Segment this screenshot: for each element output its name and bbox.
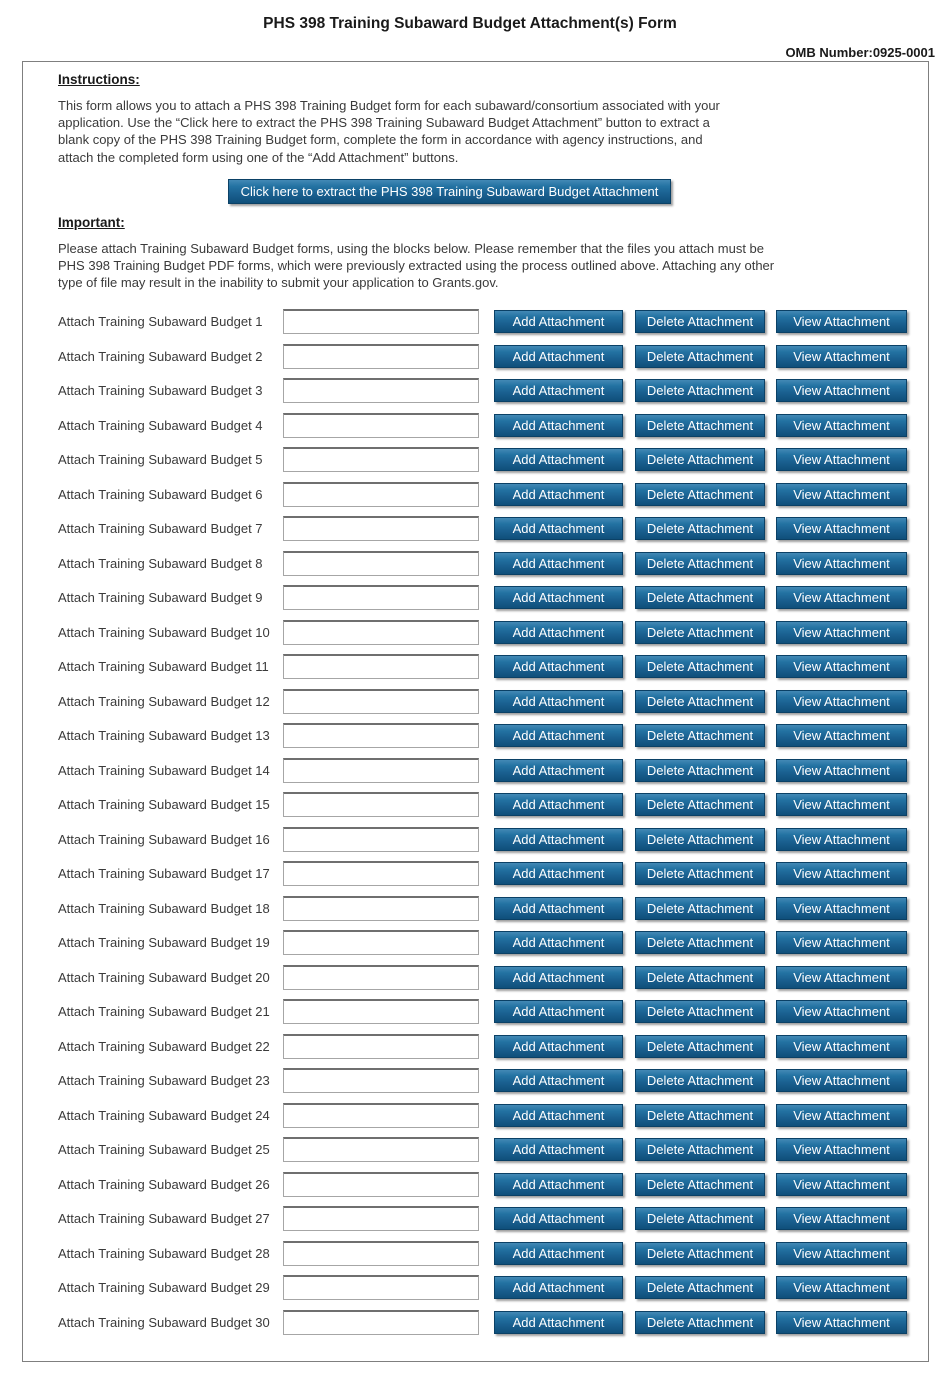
attachment-filename-input[interactable]: [283, 309, 479, 334]
attachment-filename-input[interactable]: [283, 896, 479, 921]
delete-attachment-button[interactable]: Delete Attachment: [635, 483, 765, 506]
attachment-row-label: Attach Training Subaward Budget 11: [58, 659, 269, 675]
delete-attachment-button[interactable]: Delete Attachment: [635, 690, 765, 713]
attachment-row: [58, 378, 928, 413]
delete-attachment-button[interactable]: Delete Attachment: [635, 1311, 765, 1334]
attachment-row: [58, 1103, 928, 1138]
view-attachment-button[interactable]: View Attachment: [776, 862, 907, 885]
attachment-filename-input[interactable]: [283, 344, 479, 369]
delete-attachment-button[interactable]: Delete Attachment: [635, 379, 765, 402]
attachment-row: [58, 309, 928, 344]
view-attachment-button[interactable]: View Attachment: [776, 1138, 907, 1161]
attachment-row-label: Attach Training Subaward Budget 23: [58, 1073, 270, 1089]
attachment-row-label: Attach Training Subaward Budget 27: [58, 1211, 270, 1227]
delete-attachment-button[interactable]: Delete Attachment: [635, 1242, 765, 1265]
attachment-row-label: Attach Training Subaward Budget 21: [58, 1004, 270, 1020]
important-heading: Important:: [58, 214, 125, 230]
attachment-row: [58, 1206, 928, 1241]
delete-attachment-button[interactable]: Delete Attachment: [635, 586, 765, 609]
attachment-row-label: Attach Training Subaward Budget 18: [58, 900, 270, 916]
attachment-filename-input[interactable]: [283, 1068, 479, 1093]
add-attachment-button[interactable]: Add Attachment: [494, 621, 623, 644]
delete-attachment-button[interactable]: Delete Attachment: [635, 1173, 765, 1196]
add-attachment-button[interactable]: Add Attachment: [494, 1000, 623, 1023]
add-attachment-button[interactable]: Add Attachment: [494, 1207, 623, 1230]
attachment-row-label: Attach Training Subaward Budget 17: [58, 866, 270, 882]
omb-number: OMB Number:0925-0001: [785, 45, 935, 60]
attachment-filename-input[interactable]: [283, 585, 479, 610]
add-attachment-button[interactable]: Add Attachment: [494, 517, 623, 540]
view-attachment-button[interactable]: View Attachment: [776, 724, 907, 747]
extract-attachment-button[interactable]: Click here to extract the PHS 398 Training Subaward Budget Attachment: [228, 179, 671, 204]
attachment-filename-input[interactable]: [283, 551, 479, 576]
attachment-filename-input[interactable]: [283, 1275, 479, 1300]
attachment-row-label: Attach Training Subaward Budget 2: [58, 348, 263, 364]
view-attachment-button[interactable]: View Attachment: [776, 1207, 907, 1230]
attachment-row: [58, 1034, 928, 1069]
delete-attachment-button[interactable]: Delete Attachment: [635, 1104, 765, 1127]
delete-attachment-button[interactable]: Delete Attachment: [635, 862, 765, 885]
attachment-row: [58, 447, 928, 482]
attachment-row: [58, 1172, 928, 1207]
attachment-row: [58, 758, 928, 793]
add-attachment-button[interactable]: Add Attachment: [494, 793, 623, 816]
attachment-row-label: Attach Training Subaward Budget 5: [58, 452, 263, 468]
attachment-filename-input[interactable]: [283, 1137, 479, 1162]
delete-attachment-button[interactable]: Delete Attachment: [635, 828, 765, 851]
add-attachment-button[interactable]: Add Attachment: [494, 828, 623, 851]
view-attachment-button[interactable]: View Attachment: [776, 655, 907, 678]
attachment-row-label: Attach Training Subaward Budget 12: [58, 693, 270, 709]
delete-attachment-button[interactable]: Delete Attachment: [635, 931, 765, 954]
attachment-row-label: Attach Training Subaward Budget 26: [58, 1176, 270, 1192]
view-attachment-button[interactable]: View Attachment: [776, 586, 907, 609]
delete-attachment-button[interactable]: Delete Attachment: [635, 1000, 765, 1023]
attachment-row-label: Attach Training Subaward Budget 24: [58, 1107, 270, 1123]
delete-attachment-button[interactable]: Delete Attachment: [635, 1035, 765, 1058]
attachment-filename-input[interactable]: [283, 516, 479, 541]
attachment-row-label: Attach Training Subaward Budget 3: [58, 383, 263, 399]
add-attachment-button[interactable]: Add Attachment: [494, 655, 623, 678]
attachment-filename-input[interactable]: [283, 482, 479, 507]
delete-attachment-button[interactable]: Delete Attachment: [635, 759, 765, 782]
view-attachment-button[interactable]: View Attachment: [776, 379, 907, 402]
attachment-row-label: Attach Training Subaward Budget 22: [58, 1038, 270, 1054]
view-attachment-button[interactable]: View Attachment: [776, 448, 907, 471]
page-title: PHS 398 Training Subaward Budget Attachment(s) Form: [263, 15, 677, 32]
attachment-row: [58, 792, 928, 827]
attachment-filename-input[interactable]: [283, 861, 479, 886]
view-attachment-button[interactable]: View Attachment: [776, 621, 907, 644]
view-attachment-button[interactable]: View Attachment: [776, 966, 907, 989]
add-attachment-button[interactable]: Add Attachment: [494, 586, 623, 609]
attachment-row: [58, 827, 928, 862]
add-attachment-button[interactable]: Add Attachment: [494, 966, 623, 989]
add-attachment-button[interactable]: Add Attachment: [494, 1104, 623, 1127]
add-attachment-button[interactable]: Add Attachment: [494, 931, 623, 954]
delete-attachment-button[interactable]: Delete Attachment: [635, 724, 765, 747]
attachment-row-label: Attach Training Subaward Budget 20: [58, 969, 270, 985]
view-attachment-button[interactable]: View Attachment: [776, 1000, 907, 1023]
attachment-filename-input[interactable]: [283, 447, 479, 472]
add-attachment-button[interactable]: Add Attachment: [494, 724, 623, 747]
instructions-text: This form allows you to attach a PHS 398 Training Budget form for each subaward/consortium associated with your application. Use the “Click here to extract the PHS 398 Training Subaward Budget Attachment” button to extract a blank copy of the PHS 398 Training Budget form, complete the form in accordance with agency instructions, and attach the completed form using one of the “Add Attachment” buttons.: [58, 98, 720, 165]
add-attachment-button[interactable]: Add Attachment: [494, 1138, 623, 1161]
attachment-row-label: Attach Training Subaward Budget 15: [58, 797, 270, 813]
delete-attachment-button[interactable]: Delete Attachment: [635, 345, 765, 368]
view-attachment-button[interactable]: View Attachment: [776, 552, 907, 575]
attachment-filename-input[interactable]: [283, 1034, 479, 1059]
add-attachment-button[interactable]: Add Attachment: [494, 483, 623, 506]
attachment-row-label: Attach Training Subaward Budget 30: [58, 1314, 270, 1330]
add-attachment-button[interactable]: Add Attachment: [494, 897, 623, 920]
view-attachment-button[interactable]: View Attachment: [776, 828, 907, 851]
attachment-row: [58, 999, 928, 1034]
add-attachment-button[interactable]: Add Attachment: [494, 1069, 623, 1092]
attachment-row: [58, 620, 928, 655]
delete-attachment-button[interactable]: Delete Attachment: [635, 621, 765, 644]
attachment-row: [58, 1241, 928, 1276]
add-attachment-button[interactable]: Add Attachment: [494, 379, 623, 402]
view-attachment-button[interactable]: View Attachment: [776, 1173, 907, 1196]
attachment-row: [58, 723, 928, 758]
attachment-filename-input[interactable]: [283, 413, 479, 438]
attachment-row: [58, 1310, 928, 1345]
view-attachment-button[interactable]: View Attachment: [776, 1035, 907, 1058]
attachment-row-label: Attach Training Subaward Budget 8: [58, 555, 263, 571]
add-attachment-button[interactable]: Add Attachment: [494, 862, 623, 885]
add-attachment-button[interactable]: Add Attachment: [494, 414, 623, 437]
attachment-filename-input[interactable]: [283, 1172, 479, 1197]
attachment-row: [58, 689, 928, 724]
view-attachment-button[interactable]: View Attachment: [776, 759, 907, 782]
attachment-row: [58, 585, 928, 620]
attachment-filename-input[interactable]: [283, 378, 479, 403]
add-attachment-button[interactable]: Add Attachment: [494, 345, 623, 368]
attachment-row-label: Attach Training Subaward Budget 13: [58, 728, 270, 744]
attachment-row-label: Attach Training Subaward Budget 28: [58, 1245, 270, 1261]
view-attachment-button[interactable]: View Attachment: [776, 931, 907, 954]
attachment-row-label: Attach Training Subaward Budget 1: [58, 314, 263, 330]
attachment-row-label: Attach Training Subaward Budget 10: [58, 624, 270, 640]
attachment-row-label: Attach Training Subaward Budget 25: [58, 1142, 270, 1158]
delete-attachment-button[interactable]: Delete Attachment: [635, 1069, 765, 1092]
attachment-row-label: Attach Training Subaward Budget 9: [58, 590, 263, 606]
add-attachment-button[interactable]: Add Attachment: [494, 1276, 623, 1299]
attachment-row-label: Attach Training Subaward Budget 16: [58, 831, 270, 847]
view-attachment-button[interactable]: View Attachment: [776, 1242, 907, 1265]
attachment-row-label: Attach Training Subaward Budget 19: [58, 935, 270, 951]
add-attachment-button[interactable]: Add Attachment: [494, 310, 623, 333]
attachment-row: [58, 861, 928, 896]
view-attachment-button[interactable]: View Attachment: [776, 1276, 907, 1299]
add-attachment-button[interactable]: Add Attachment: [494, 759, 623, 782]
attachment-row-label: Attach Training Subaward Budget 29: [58, 1280, 270, 1296]
attachment-row: [58, 516, 928, 551]
view-attachment-button[interactable]: View Attachment: [776, 1104, 907, 1127]
attachment-row: [58, 654, 928, 689]
delete-attachment-button[interactable]: Delete Attachment: [635, 966, 765, 989]
attachment-filename-input[interactable]: [283, 620, 479, 645]
attachment-row: [58, 344, 928, 379]
attachment-filename-input[interactable]: [283, 654, 479, 679]
add-attachment-button[interactable]: Add Attachment: [494, 1035, 623, 1058]
add-attachment-button[interactable]: Add Attachment: [494, 690, 623, 713]
delete-attachment-button[interactable]: Delete Attachment: [635, 1207, 765, 1230]
attachment-filename-input[interactable]: [283, 1241, 479, 1266]
attachment-row-label: Attach Training Subaward Budget 6: [58, 486, 263, 502]
attachment-row: [58, 1137, 928, 1172]
view-attachment-button[interactable]: View Attachment: [776, 793, 907, 816]
attachment-filename-input[interactable]: [283, 1206, 479, 1231]
add-attachment-button[interactable]: Add Attachment: [494, 1311, 623, 1334]
attachment-row: [58, 1275, 928, 1310]
attachment-filename-input[interactable]: [283, 723, 479, 748]
delete-attachment-button[interactable]: Delete Attachment: [635, 793, 765, 816]
delete-attachment-button[interactable]: Delete Attachment: [635, 517, 765, 540]
delete-attachment-button[interactable]: Delete Attachment: [635, 1276, 765, 1299]
attachment-row: [58, 551, 928, 586]
delete-attachment-button[interactable]: Delete Attachment: [635, 414, 765, 437]
attachment-row-label: Attach Training Subaward Budget 7: [58, 521, 263, 537]
add-attachment-button[interactable]: Add Attachment: [494, 1242, 623, 1265]
delete-attachment-button[interactable]: Delete Attachment: [635, 897, 765, 920]
view-attachment-button[interactable]: View Attachment: [776, 1069, 907, 1092]
view-attachment-button[interactable]: View Attachment: [776, 1311, 907, 1334]
view-attachment-button[interactable]: View Attachment: [776, 310, 907, 333]
attachment-filename-input[interactable]: [283, 999, 479, 1024]
attachment-filename-input[interactable]: [283, 758, 479, 783]
attachment-filename-input[interactable]: [283, 1310, 479, 1335]
attachment-row: [58, 930, 928, 965]
attachment-row-label: Attach Training Subaward Budget 14: [58, 762, 270, 778]
instructions-heading: Instructions:: [58, 72, 140, 87]
attachment-row: [58, 413, 928, 448]
delete-attachment-button[interactable]: Delete Attachment: [635, 310, 765, 333]
form-container: [22, 61, 929, 1362]
view-attachment-button[interactable]: View Attachment: [776, 517, 907, 540]
view-attachment-button[interactable]: View Attachment: [776, 897, 907, 920]
view-attachment-button[interactable]: View Attachment: [776, 345, 907, 368]
view-attachment-button[interactable]: View Attachment: [776, 690, 907, 713]
attachment-filename-input[interactable]: [283, 930, 479, 955]
add-attachment-button[interactable]: Add Attachment: [494, 1173, 623, 1196]
attachment-filename-input[interactable]: [283, 689, 479, 714]
attachment-row: [58, 896, 928, 931]
attachment-row: [58, 965, 928, 1000]
add-attachment-button[interactable]: Add Attachment: [494, 448, 623, 471]
attachment-filename-input[interactable]: [283, 827, 479, 852]
attachment-filename-input[interactable]: [283, 965, 479, 990]
view-attachment-button[interactable]: View Attachment: [776, 483, 907, 506]
delete-attachment-button[interactable]: Delete Attachment: [635, 552, 765, 575]
attachment-row: [58, 1068, 928, 1103]
important-text: Please attach Training Subaward Budget forms, using the blocks below. Please remember that the files you attach must be PHS 398 Training Budget PDF forms, which were previously extracted using the process outlined above. Attaching any other type of file may result in the inability to submit your application to Grants.gov.: [58, 240, 775, 291]
delete-attachment-button[interactable]: Delete Attachment: [635, 448, 765, 471]
attachment-rows: [58, 309, 928, 1344]
add-attachment-button[interactable]: Add Attachment: [494, 552, 623, 575]
view-attachment-button[interactable]: View Attachment: [776, 414, 907, 437]
attachment-filename-input[interactable]: [283, 1103, 479, 1128]
attachment-filename-input[interactable]: [283, 792, 479, 817]
delete-attachment-button[interactable]: Delete Attachment: [635, 655, 765, 678]
attachment-row-label: Attach Training Subaward Budget 4: [58, 417, 263, 433]
attachment-row: [58, 482, 928, 517]
delete-attachment-button[interactable]: Delete Attachment: [635, 1138, 765, 1161]
